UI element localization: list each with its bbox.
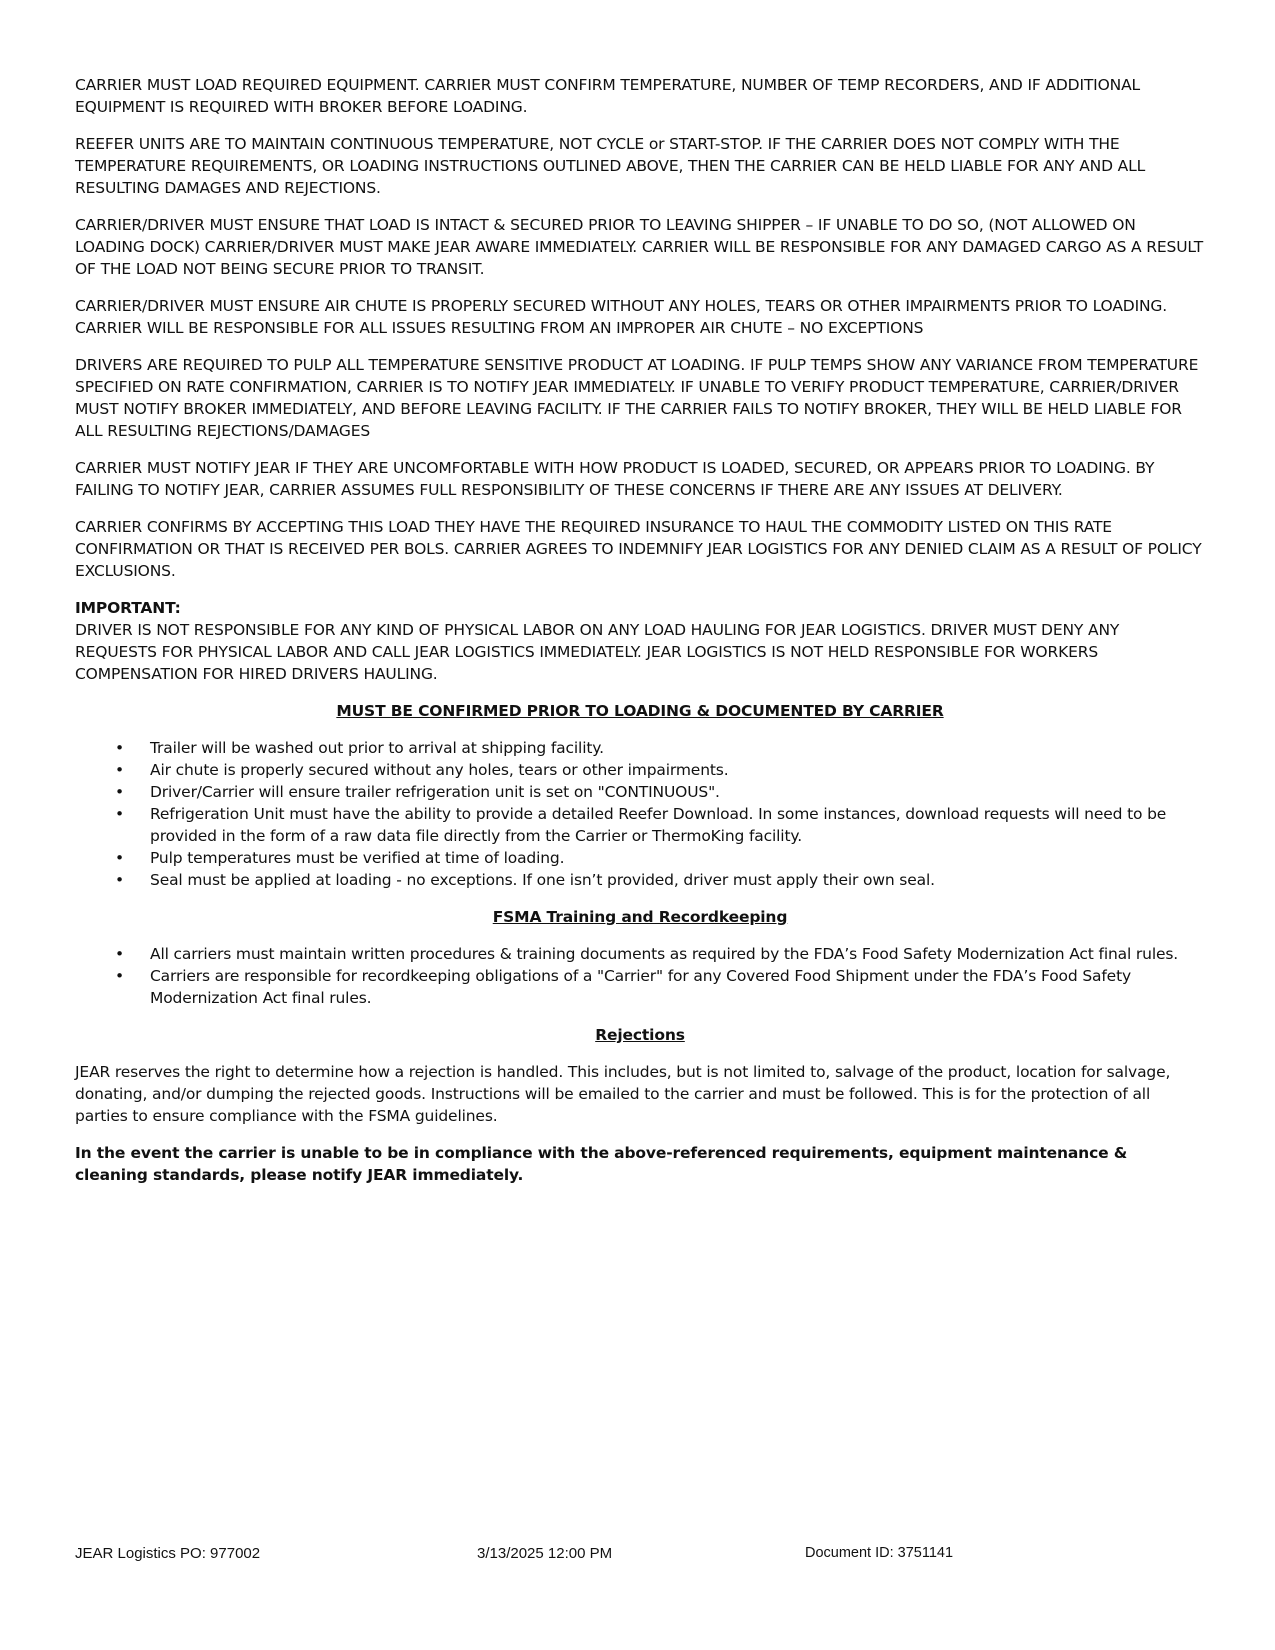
list-item-text: Seal must be applied at loading - no exceptions. If one isn’t provided, driver must apply their own seal. bbox=[150, 871, 935, 889]
fsma-heading: FSMA Training and Recordkeeping bbox=[492, 908, 788, 926]
document-body bbox=[75, 74, 1205, 1186]
paragraph-air-chute: CARRIER/DRIVER MUST ENSURE AIR CHUTE IS PROPERLY SECURED WITHOUT ANY HOLES, TEARS OR OTHER IMPAIRMENTS PRIOR TO LOADING. CARRIER WILL BE RESPONSIBLE FOR ALL ISSUES RESULTING FROM AN IMPROPER AIR CHUTE – NO EXCEPTIONS bbox=[75, 297, 1168, 337]
important-body: DRIVER IS NOT RESPONSIBLE FOR ANY KIND OF PHYSICAL LABOR ON ANY LOAD HAULING FOR JEAR LOGISTICS. DRIVER MUST DENY ANY REQUESTS FOR PHYSICAL LABOR AND CALL JEAR LOGISTICS IMMEDIATELY. JEAR LOGISTICS IS NOT HELD RESPONSIBLE FOR WORKERS COMPENSATION FOR HIRED DRIVERS HAULING. bbox=[75, 621, 1120, 683]
page-footer bbox=[75, 1545, 1205, 1565]
bullet-icon: • bbox=[115, 871, 124, 889]
list-item bbox=[75, 965, 1205, 1009]
bullet-icon: • bbox=[115, 761, 124, 779]
list-item bbox=[75, 943, 1205, 965]
list-item-text: Refrigeration Unit must have the ability to provide a detailed Reefer Download. In some instances, download requests will need to be provided in the form of a raw data file directly from the Carrier or ThermoKing facility. bbox=[150, 805, 1167, 845]
confirm-section bbox=[75, 700, 1205, 891]
list-item-text: Trailer will be washed out prior to arrival at shipping facility. bbox=[150, 739, 604, 757]
bullet-icon: • bbox=[115, 739, 124, 757]
paragraph-equipment: CARRIER MUST LOAD REQUIRED EQUIPMENT. CARRIER MUST CONFIRM TEMPERATURE, NUMBER OF TEMP RECORDERS, AND IF ADDITIONAL EQUIPMENT IS REQUIRED WITH BROKER BEFORE LOADING. bbox=[75, 76, 1141, 116]
paragraph-pulp-temps: DRIVERS ARE REQUIRED TO PULP ALL TEMPERATURE SENSITIVE PRODUCT AT LOADING. IF PULP TEMPS SHOW ANY VARIANCE FROM TEMPERATURE SPECIFIED ON RATE CONFIRMATION, CARRIER IS TO NOTIFY JEAR IMMEDIATELY. IF UNABLE TO VERIFY PRODUCT TEMPERATURE, CARRIER/DRIVER MUST NOTIFY BROKER IMMEDIATELY, AND BEFORE LEAVING FACILITY. IF THE CARRIER FAILS TO NOTIFY BROKER, THEY WILL BE HELD LIABLE FOR ALL RESULTING REJECTIONS/DAMAGES bbox=[75, 356, 1199, 440]
fsma-list bbox=[75, 943, 1205, 1009]
list-item bbox=[75, 781, 1205, 803]
list-item bbox=[75, 759, 1205, 781]
list-item-text: Air chute is properly secured without any holes, tears or other impairments. bbox=[150, 761, 729, 779]
rejections-body: JEAR reserves the right to determine how a rejection is handled. This includes, but is not limited to, salvage of the product, location for salvage, donating, and/or dumping the rejected goods. Instructions will be emailed to the carrier and must be followed. This is for the protection of all parties to ensure compliance with the FSMA guidelines. bbox=[75, 1063, 1171, 1125]
list-item bbox=[75, 737, 1205, 759]
bullet-icon: • bbox=[115, 805, 124, 823]
bullet-icon: • bbox=[115, 945, 124, 963]
list-item bbox=[75, 869, 1205, 891]
important-block bbox=[75, 597, 1205, 685]
list-item-text: Carriers are responsible for recordkeeping obligations of a "Carrier" for any Covered Food Shipment under the FDA’s Food Safety Modernization Act final rules. bbox=[150, 967, 1132, 1007]
list-item-text: Driver/Carrier will ensure trailer refrigeration unit is set on "CONTINUOUS". bbox=[150, 783, 720, 801]
paragraph-reefer-units: REEFER UNITS ARE TO MAINTAIN CONTINUOUS TEMPERATURE, NOT CYCLE or START-STOP. IF THE CARRIER DOES NOT COMPLY WITH THE TEMPERATURE REQUIREMENTS, OR LOADING INSTRUCTIONS OUTLINED ABOVE, THEN THE CARRIER CAN BE HELD LIABLE FOR ANY AND ALL RESULTING DAMAGES AND REJECTIONS. bbox=[75, 135, 1146, 197]
paragraph-load-secured: CARRIER/DRIVER MUST ENSURE THAT LOAD IS INTACT & SECURED PRIOR TO LEAVING SHIPPER – IF UNABLE TO DO SO, (NOT ALLOWED ON LOADING DOCK) CARRIER/DRIVER MUST MAKE JEAR AWARE IMMEDIATELY. CARRIER WILL BE RESPONSIBLE FOR ANY DAMAGED CARGO AS A RESULT OF THE LOAD NOT BEING SECURE PRIOR TO TRANSIT. bbox=[75, 216, 1204, 278]
rejections-heading: Rejections bbox=[595, 1026, 685, 1044]
list-item bbox=[75, 847, 1205, 869]
paragraph-notify-jear: CARRIER MUST NOTIFY JEAR IF THEY ARE UNCOMFORTABLE WITH HOW PRODUCT IS LOADED, SECURED, OR APPEARS PRIOR TO LOADING. BY FAILING TO NOTIFY JEAR, CARRIER ASSUMES FULL RESPONSIBILITY OF THESE CONCERNS IF THERE ARE ANY ISSUES AT DELIVERY. bbox=[75, 459, 1155, 499]
fsma-section bbox=[75, 906, 1205, 1009]
bullet-icon: • bbox=[115, 849, 124, 867]
rejections-section bbox=[75, 1024, 1205, 1127]
confirm-heading: MUST BE CONFIRMED PRIOR TO LOADING & DOCUMENTED BY CARRIER bbox=[336, 702, 944, 720]
list-item-text: All carriers must maintain written procedures & training documents as required by the FDA’s Food Safety Modernization Act final rules. bbox=[150, 945, 1179, 963]
confirm-list bbox=[75, 737, 1205, 891]
important-title: IMPORTANT: bbox=[75, 599, 181, 617]
list-item bbox=[75, 803, 1205, 847]
footer-datetime: 3/13/2025 12:00 PM bbox=[477, 1545, 613, 1562]
bullet-icon: • bbox=[115, 783, 124, 801]
list-item-text: Pulp temperatures must be verified at time of loading. bbox=[150, 849, 565, 867]
footer-document-id: Document ID: 3751141 bbox=[805, 1545, 954, 1561]
closing-note: In the event the carrier is unable to be in compliance with the above-referenced requirements, equipment maintenance & cleaning standards, please notify JEAR immediately. bbox=[75, 1144, 1128, 1184]
bullet-icon: • bbox=[115, 967, 124, 985]
footer-po-number: JEAR Logistics PO: 977002 bbox=[75, 1545, 261, 1562]
paragraph-insurance: CARRIER CONFIRMS BY ACCEPTING THIS LOAD THEY HAVE THE REQUIRED INSURANCE TO HAUL THE COMMODITY LISTED ON THIS RATE CONFIRMATION OR THAT IS RECEIVED PER BOLS. CARRIER AGREES TO INDEMNIFY JEAR LOGISTICS FOR ANY DENIED CLAIM AS A RESULT OF POLICY EXCLUSIONS. bbox=[75, 518, 1202, 580]
